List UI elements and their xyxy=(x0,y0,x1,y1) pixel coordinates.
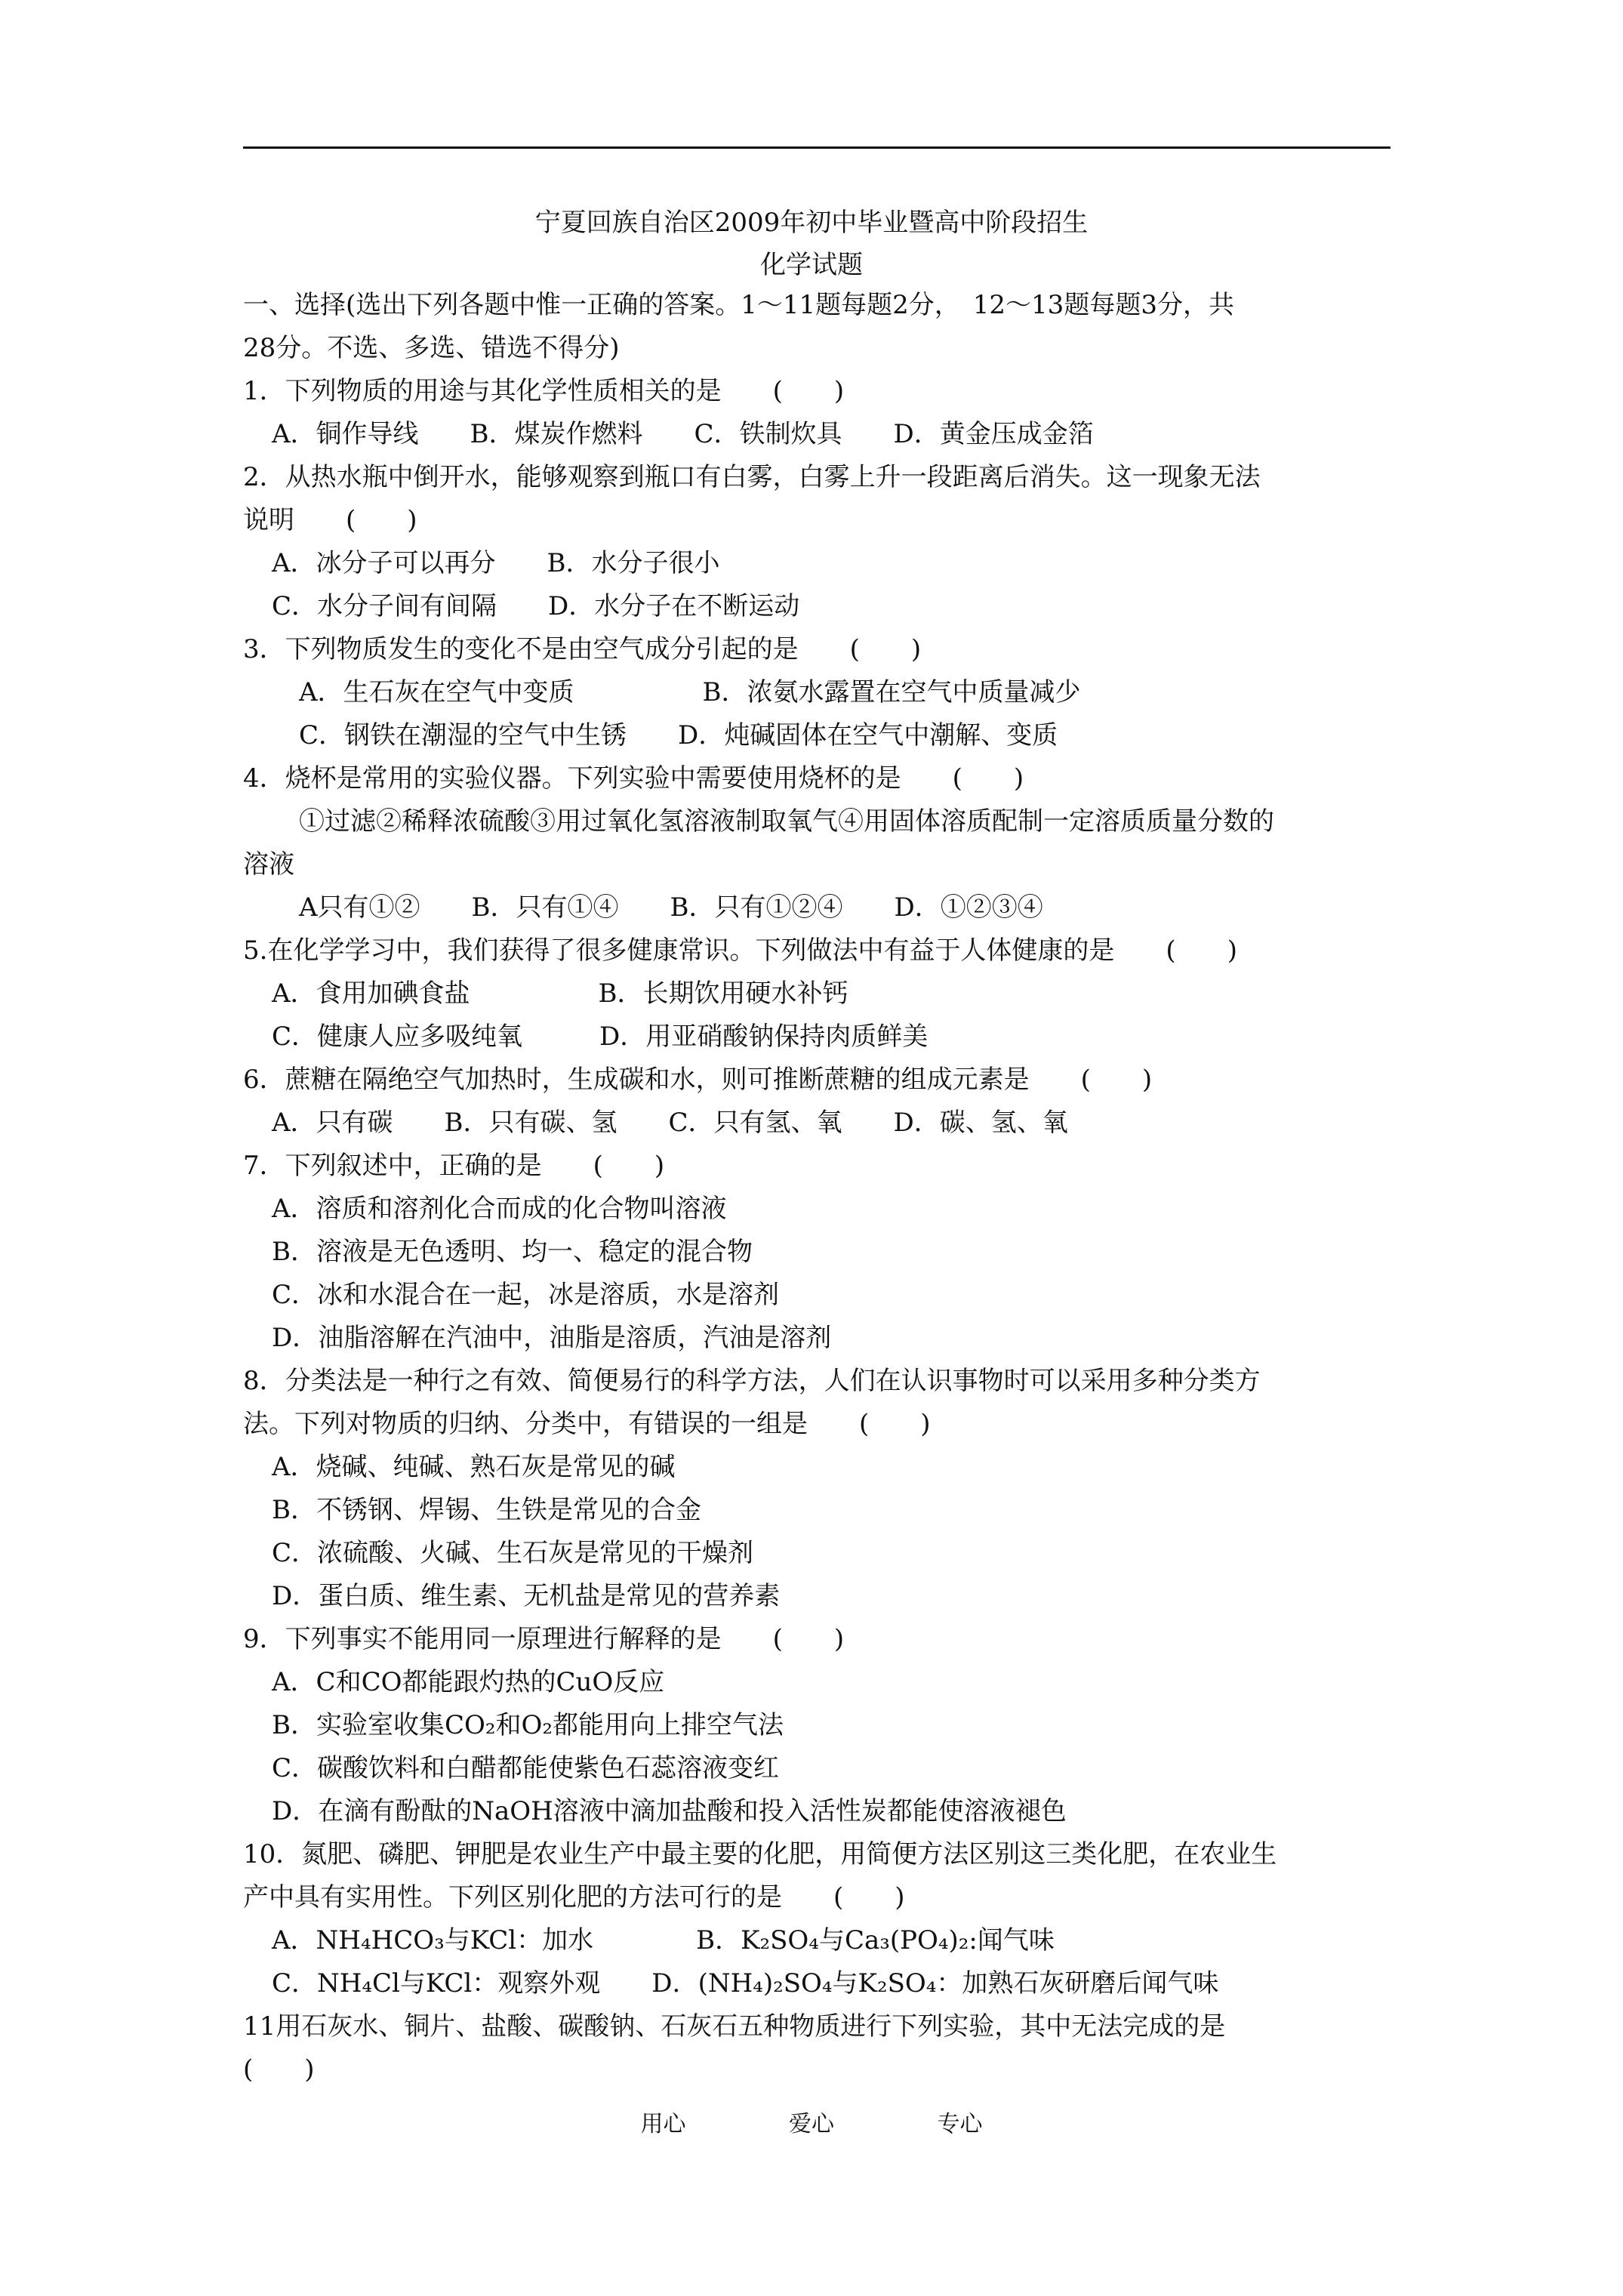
q1-stem: 1．下列物质的用途与其化学性质相关的是 ( ) xyxy=(243,376,845,406)
q10-stem-line-2: 产中具有实用性。下列区别化肥的方法可行的是 ( ) xyxy=(243,1882,905,1912)
q8-stem-line-2: 法。下列对物质的归纳、分类中，有错误的一组是 ( ) xyxy=(243,1409,931,1439)
footer-word-1: 用心 xyxy=(640,2111,686,2137)
q10-options-line-1: A．NH₄HCO₃与KCl：加水 B．K₂SO₄与Ca₃(PO₄)₂:闻气味 xyxy=(272,1925,1055,1955)
q7-option-c: C．冰和水混合在一起，冰是溶质，水是溶剂 xyxy=(272,1280,780,1310)
page-footer xyxy=(0,2105,1623,2138)
q4-detail-line-2: 溶液 xyxy=(243,849,294,880)
q2-stem-line-1: 2．从热水瓶中倒开水，能够观察到瓶口有白雾，白雾上升一段距离后消失。这一现象无法 xyxy=(243,462,1261,492)
q10-stem-line-1: 10．氮肥、磷肥、钾肥是农业生产中最主要的化肥，用简便方法区别这三类化肥，在农业生 xyxy=(243,1839,1277,1869)
q7-stem: 7．下列叙述中，正确的是 ( ) xyxy=(243,1151,665,1181)
q3-options-line-1: A．生石灰在空气中变质 B．浓氨水露置在空气中质量减少 xyxy=(299,677,1081,707)
footer-word-2: 爱心 xyxy=(789,2111,834,2137)
q9-option-c: C．碳酸饮料和白醋都能使紫色石蕊溶液变红 xyxy=(272,1753,780,1783)
q9-option-d: D．在滴有酚酞的NaOH溶液中滴加盐酸和投入活性炭都能使溶液褪色 xyxy=(272,1796,1067,1826)
q9-option-a: A．C和CO都能跟灼热的CuO反应 xyxy=(272,1667,665,1697)
exam-title: 宁夏回族自治区2009年初中毕业暨高中阶段招生 xyxy=(534,208,1089,238)
q6-options: A．只有碳 B．只有碳、氢 C．只有氢、氧 D．碳、氢、氧 xyxy=(272,1108,1068,1138)
q7-option-d: D．油脂溶解在汽油中，油脂是溶质，汽油是溶剂 xyxy=(272,1323,832,1353)
q2-options-line-1: A．冰分子可以再分 B．水分子很小 xyxy=(272,548,720,578)
q5-options-line-2: C．健康人应多吸纯氧 D．用亚硝酸钠保持肉质鲜美 xyxy=(272,1022,929,1052)
section-intro-line-1: 一、选择(选出下列各题中惟一正确的答案。1～11题每题2分， 12～13题每题3分，共 xyxy=(243,290,1234,320)
q9-stem: 9．下列事实不能用同一原理进行解释的是 ( ) xyxy=(243,1624,845,1654)
q7-option-b: B．溶液是无色透明、均一、稳定的混合物 xyxy=(272,1237,753,1267)
q8-stem-line-1: 8．分类法是一种行之有效、简便易行的科学方法，人们在认识事物时可以采用多种分类方 xyxy=(243,1366,1261,1396)
q4-options: A只有①② B．只有①④ B．只有①②④ D．①②③④ xyxy=(299,892,1043,923)
q4-detail-line-1: ①过滤②稀释浓硫酸③用过氧化氢溶液制取氧气④用固体溶质配制一定溶质质量分数的 xyxy=(299,806,1274,837)
q3-stem: 3．下列物质发生的变化不是由空气成分引起的是 ( ) xyxy=(243,634,922,664)
q6-stem: 6．蔗糖在隔绝空气加热时，生成碳和水，则可推断蔗糖的组成元素是 ( ) xyxy=(243,1065,1153,1095)
footer-word-3: 专心 xyxy=(937,2111,983,2137)
q9-option-b: B．实验室收集CO₂和O₂都能用向上排空气法 xyxy=(272,1710,784,1740)
q11-stem-line-1: 11用石灰水、铜片、盐酸、碳酸钠、石灰石五种物质进行下列实验，其中无法完成的是 xyxy=(243,2011,1226,2042)
exam-subject: 化学试题 xyxy=(760,250,863,280)
section-intro-line-2: 28分。不选、多选、错选不得分) xyxy=(243,333,620,363)
q11-stem-line-2: ( ) xyxy=(243,2054,315,2085)
q5-options-line-1: A．食用加碘食盐 B．长期饮用硬水补钙 xyxy=(272,978,848,1009)
header-rule xyxy=(243,146,1390,149)
q8-option-c: C．浓硫酸、火碱、生石灰是常见的干燥剂 xyxy=(272,1538,754,1568)
q2-stem-line-2: 说明 ( ) xyxy=(243,505,417,535)
q4-stem: 4．烧杯是常用的实验仪器。下列实验中需要使用烧杯的是 ( ) xyxy=(243,763,1024,794)
q8-option-b: B．不锈钢、焊锡、生铁是常见的合金 xyxy=(272,1495,701,1525)
q8-option-a: A．烧碱、纯碱、熟石灰是常见的碱 xyxy=(272,1452,676,1482)
q1-options: A．铜作导线 B．煤炭作燃料 C．铁制炊具 D．黄金压成金箔 xyxy=(272,419,1094,449)
q3-options-line-2: C．钢铁在潮湿的空气中生锈 D．炖碱固体在空气中潮解、变质 xyxy=(299,720,1058,750)
q10-options-line-2: C．NH₄Cl与KCl：观察外观 D．(NH₄)₂SO₄与K₂SO₄：加熟石灰研磨后闻气味 xyxy=(272,1968,1219,1999)
q7-option-a: A．溶质和溶剂化合而成的化合物叫溶液 xyxy=(272,1194,727,1224)
q5-stem: 5.在化学学习中，我们获得了很多健康常识。下列做法中有益于人体健康的是 ( ) xyxy=(243,935,1237,966)
q2-options-line-2: C．水分子间有间隔 D．水分子在不断运动 xyxy=(272,591,800,621)
q8-option-d: D．蛋白质、维生素、无机盐是常见的营养素 xyxy=(272,1581,781,1611)
